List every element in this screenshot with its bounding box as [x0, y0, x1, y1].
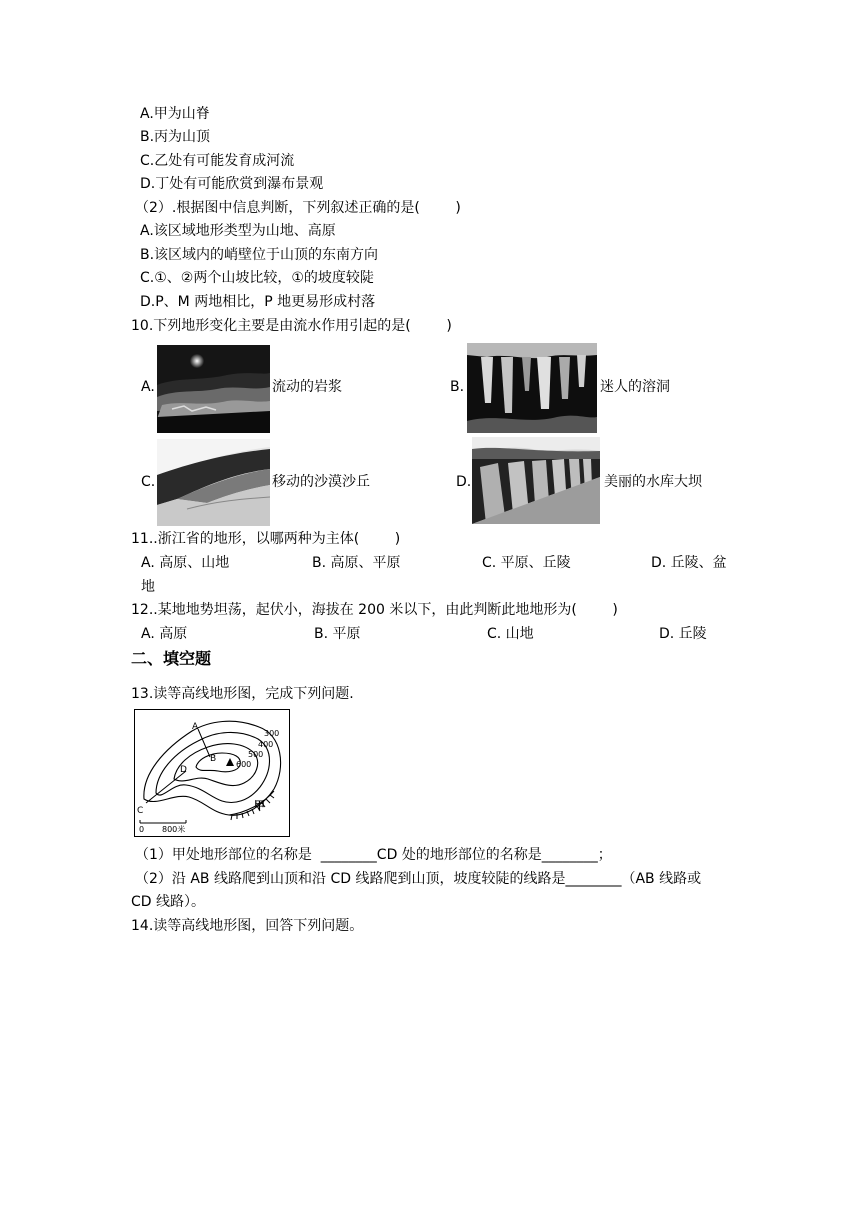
q9-2-option-a: A.该区域地形类型为山地、高原	[140, 223, 336, 239]
q13-sub2-line1: （2）沿 AB 线路爬到山顶和沿 CD 线路爬到山顶，坡度较陡的线路是________（AB 线路或	[135, 871, 702, 887]
q9-2-stem: （2）.根据图中信息判断，下列叙述正确的是( )	[135, 200, 461, 216]
scale-label: 800米	[162, 825, 186, 834]
q12-option-a: A. 高原	[141, 626, 188, 642]
q10-option-c-label: C.	[141, 474, 156, 490]
q12-stem: 12..某地地势坦荡，起伏小，海拔在 200 米以下，由此判断此地地形为( )	[131, 602, 618, 618]
q12-option-c: C. 山地	[487, 626, 534, 642]
q12-option-d: D. 丘陵	[659, 626, 707, 642]
q9-1-option-a: A.甲为山脊	[140, 106, 210, 122]
q9-1-option-d: D.丁处有可能欣赏到瀑布景观	[140, 176, 324, 192]
contour-label-600: 600	[236, 760, 252, 769]
q11-option-a: A. 高原、山地	[141, 555, 230, 571]
q11-option-d: D. 丘陵、盆	[651, 555, 727, 571]
q13-sub1: （1）甲处地形部位的名称是 ________CD 处的地形部位的名称是________；	[135, 847, 612, 863]
q10-option-b-caption: 迷人的溶洞	[600, 379, 670, 395]
lava-photo	[157, 345, 270, 433]
map-label-c: C	[137, 806, 144, 816]
contour-map	[134, 709, 290, 837]
map-label-b: B	[210, 754, 217, 764]
q11-option-d-wrap: 地	[141, 579, 155, 595]
sand-dune-photo	[157, 439, 270, 526]
q10-option-b-label: B.	[450, 379, 465, 395]
q13-sub2-line2: CD 线路）。	[131, 894, 206, 910]
q12-option-b: B. 平原	[314, 626, 361, 642]
q9-1-option-c: C.乙处有可能发育成河流	[140, 153, 295, 169]
map-label-jia: 甲	[254, 799, 265, 812]
q9-1-option-b: B.丙为山顶	[140, 129, 211, 145]
q11-option-c: C. 平原、丘陵	[482, 555, 571, 571]
contour-label-400: 400	[258, 740, 274, 749]
q10-option-a-label: A.	[141, 379, 155, 395]
q10-option-d-caption: 美丽的水库大坝	[604, 474, 702, 490]
q13-stem: 13.读等高线地形图，完成下列问题.	[131, 686, 354, 702]
dam-photo	[472, 437, 600, 524]
q9-2-option-b: B.该区域内的峭壁位于山顶的东南方向	[140, 247, 379, 263]
q9-2-option-c: C.①、②两个山坡比较，①的坡度较陡	[140, 270, 374, 286]
q10-option-a-caption: 流动的岩浆	[272, 379, 342, 395]
cave-photo	[467, 343, 597, 433]
contour-label-500: 500	[248, 750, 264, 759]
q10-option-c-caption: 移动的沙漠沙丘	[272, 474, 370, 490]
scale-zero: 0	[139, 825, 145, 834]
map-label-a: A	[192, 722, 199, 732]
section-title: 二、填空题	[131, 649, 212, 668]
q11-stem: 11..浙江省的地形，以哪两种为主体( )	[131, 531, 401, 547]
q11-option-b: B. 高原、平原	[312, 555, 401, 571]
q9-2-option-d: D.P、M 两地相比，P 地更易形成村落	[140, 294, 376, 310]
q14-stem: 14.读等高线地形图，回答下列问题。	[131, 918, 364, 934]
map-label-d: D	[180, 765, 187, 775]
contour-label-300: 300	[264, 729, 280, 738]
q10-stem: 10.下列地形变化主要是由流水作用引起的是( )	[131, 318, 452, 334]
q10-option-d-label: D.	[456, 474, 472, 490]
